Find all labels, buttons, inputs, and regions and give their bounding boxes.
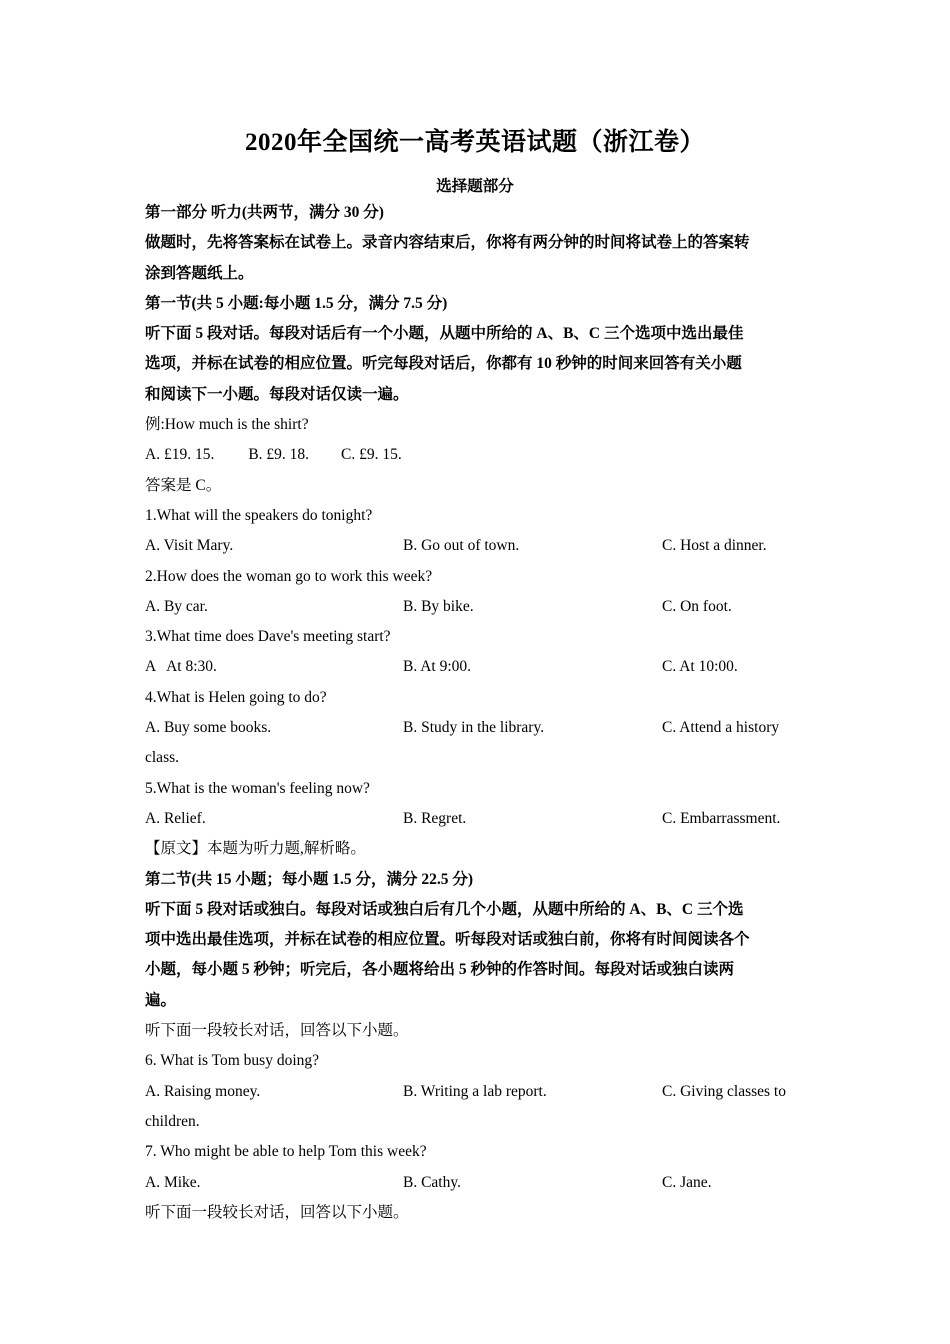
exam-body [145, 198, 807, 1228]
section2-instruction-line: 项中选出最佳选项，并标在试卷的相应位置。听每段对话或独白前，你将有时间阅读各个 [145, 931, 750, 949]
option-b: B. Study in the library. [403, 719, 545, 737]
question-4-options [145, 713, 807, 743]
question-1: 1.What will the speakers do tonight? [145, 506, 373, 524]
question-7: 7. Who might be able to help Tom this week? [145, 1143, 427, 1161]
question-7-options [145, 1168, 807, 1198]
option-c: C. Host a dinner. [662, 537, 767, 555]
option-a: A. Mike. [145, 1173, 201, 1191]
option-a: A. Relief. [145, 809, 206, 827]
option-c: C. On foot. [662, 597, 732, 615]
option-c-continuation: class. [145, 749, 180, 767]
option-c-continuation: children. [145, 1112, 200, 1130]
section1-instruction-line: 听下面 5 段对话。每段对话后有一个小题，从题中所给的 A、B、C 三个选项中选出最佳 [145, 325, 744, 343]
dialogue-prompt: 听下面一段较长对话，回答以下小题。 [145, 1022, 409, 1040]
option-b: B. By bike. [403, 597, 474, 615]
section2-heading: 第二节(共 15 小题；每小题 1.5 分，满分 22.5 分) [145, 870, 474, 888]
option-c: C. Giving classes to [662, 1082, 786, 1100]
question-1-options [145, 531, 807, 561]
page-title: 2020年全国统一高考英语试题（浙江卷） [244, 129, 705, 156]
option-a: A. Raising money. [145, 1082, 261, 1100]
section1-instruction-line: 和阅读下一小题。每段对话仅读一遍。 [145, 385, 409, 403]
section2-instruction-line: 遍。 [145, 991, 177, 1009]
option-b: B. Regret. [403, 809, 467, 827]
question-2-options [145, 592, 807, 622]
question-3-options [145, 652, 807, 682]
example-question: 例:How much is the shirt? [145, 416, 309, 434]
part1-heading: 第一部分 听力(共两节，满分 30 分) [145, 204, 384, 221]
dialogue-prompt: 听下面一段较长对话，回答以下小题。 [145, 1203, 409, 1221]
question-5-options [145, 804, 807, 834]
option-a: A. Buy some books. [145, 719, 272, 737]
option-a: A. Visit Mary. [145, 537, 234, 555]
option-c: C. Attend a history [662, 719, 780, 737]
example-option-c: C. £9. 15. [341, 446, 402, 464]
question-6: 6. What is Tom busy doing? [145, 1052, 320, 1070]
question-5: 5.What is the woman's feeling now? [145, 779, 370, 797]
option-b: B. Writing a lab report. [403, 1082, 547, 1100]
section1-heading: 第一节(共 5 小题:每小题 1.5 分，满分 7.5 分) [145, 294, 448, 312]
part1-instruction-line: 涂到答题纸上。 [145, 264, 254, 282]
section1-note: 【原文】本题为听力题,解析略。 [145, 840, 366, 858]
section2-instruction-line: 听下面 5 段对话或独白。每段对话或独白后有几个小题，从题中所给的 A、B、C 三个选 [145, 900, 744, 918]
part1-instruction-line: 做题时，先将答案标在试卷上。录音内容结束后，你将有两分钟的时间将试卷上的答案转 [145, 234, 750, 252]
example-answer: 答案是 C。 [145, 476, 222, 494]
example-options [145, 440, 807, 470]
section1-instruction-line: 选项，并标在试卷的相应位置。听完每段对话后，你都有 10 秒钟的时间来回答有关小题 [145, 355, 742, 373]
option-b: B. Cathy. [403, 1173, 461, 1191]
section2-instruction-line: 小题，每小题 5 秒钟；听完后，各小题将给出 5 秒钟的作答时间。每段对话或独白读两 [145, 961, 735, 979]
option-c: C. At 10:00. [662, 658, 738, 676]
question-6-options [145, 1077, 807, 1107]
page-subtitle: 选择题部分 [436, 178, 514, 195]
question-3: 3.What time does Dave's meeting start? [145, 628, 391, 646]
question-2: 2.How does the woman go to work this week? [145, 567, 433, 585]
example-option-a: A. £19. 15. [145, 446, 215, 464]
question-4: 4.What is Helen going to do? [145, 688, 327, 706]
option-b: B. Go out of town. [403, 537, 520, 555]
example-option-b: B. £9. 18. [248, 446, 310, 464]
option-c: C. Jane. [662, 1173, 712, 1191]
option-a: A. By car. [145, 597, 208, 615]
option-c: C. Embarrassment. [662, 809, 781, 827]
option-a: A At 8:30. [145, 658, 217, 676]
option-b: B. At 9:00. [403, 658, 472, 676]
